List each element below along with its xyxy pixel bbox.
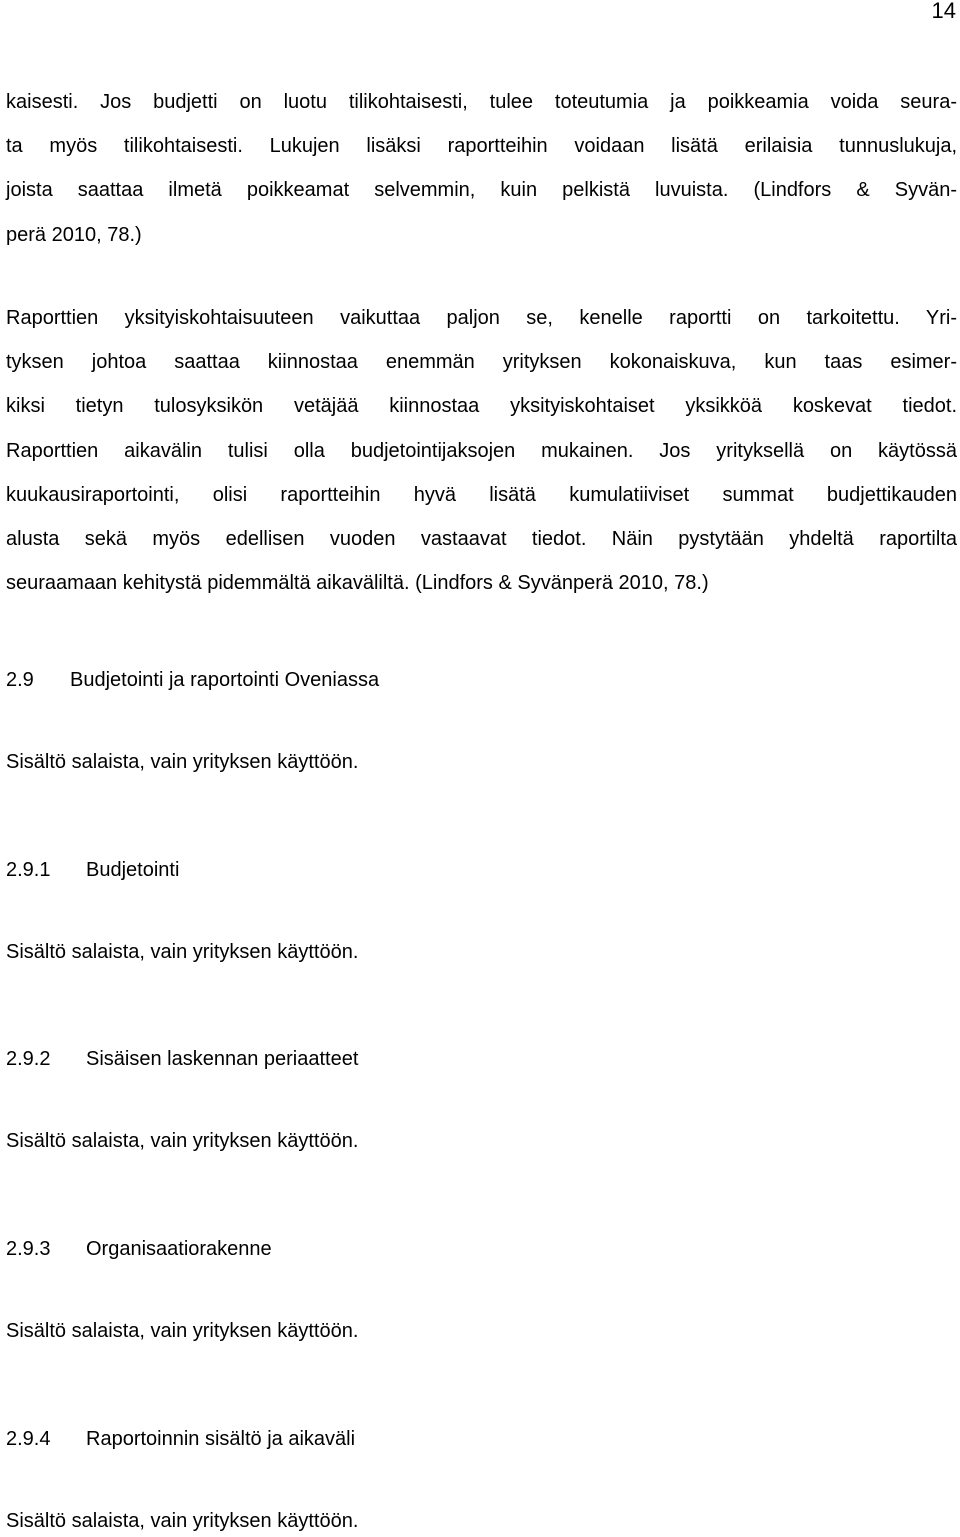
- section-number: 2.9: [6, 669, 34, 691]
- text-line: tyksen johtoa saattaa kiinnostaa enemmän yrityksen kokonaiskuva, kun taas esimer-: [6, 351, 957, 374]
- text-line: ta myös tilikohtaisesti. Lukujen lisäksi raportteihin voidaan lisätä erilaisia tunnuslukuja,: [6, 135, 957, 158]
- section-number: 2.9.1: [6, 859, 51, 881]
- text-line: Raporttien aikavälin tulisi olla budjetointijaksojen mukainen. Jos yrityksellä on käytössä: [6, 439, 957, 462]
- section-heading: [6, 1046, 358, 1072]
- text-line: perä 2010, 78.): [6, 223, 142, 246]
- text-line: kuukausiraportointi, olisi raportteihin hyvä lisätä kumulatiiviset summat budjettikauden: [6, 483, 957, 506]
- confidential-note: Sisältö salaista, vain yrityksen käyttöön.: [6, 751, 359, 773]
- text-line: kaisesti. Jos budjetti on luotu tilikohtaisesti, tulee toteutumia ja poikkeamia voida seura-: [6, 91, 957, 113]
- text-line: Raporttien yksityiskohtaisuuteen vaikuttaa paljon se, kenelle raportti on tarkoitettu. Yri-: [6, 307, 957, 329]
- section-number: 2.9.3: [6, 1238, 51, 1260]
- text-line: kiksi tietyn tulosyksikön vetäjää kiinnostaa yksityiskohtaiset yksikköä koskevat tiedot.: [6, 395, 957, 418]
- section-title: Raportoinnin sisältö ja aikaväli: [86, 1428, 356, 1450]
- section-number: 2.9.2: [6, 1048, 51, 1070]
- body-paragraph: [6, 80, 957, 257]
- text-line: joista saattaa ilmetä poikkeamat selvemmin, kuin pelkistä luvuista. (Lindfors & Syvän-: [6, 179, 957, 202]
- section-title: Sisäisen laskennan periaatteet: [86, 1048, 359, 1070]
- body-paragraph: [6, 296, 957, 605]
- section-heading: [6, 667, 379, 693]
- section-heading: [6, 1236, 272, 1262]
- section-title: Budjetointi ja raportointi Oveniassa: [70, 669, 380, 691]
- section-heading: [6, 857, 179, 883]
- confidential-note: Sisältö salaista, vain yrityksen käyttöön.: [6, 941, 359, 963]
- section-title: Budjetointi: [86, 859, 180, 881]
- section-number: 2.9.4: [6, 1428, 51, 1450]
- text-line: seuraamaan kehitystä pidemmältä aikaväliltä. (Lindfors & Syvänperä 2010, 78.): [6, 572, 709, 595]
- section-title: Organisaatiorakenne: [86, 1238, 272, 1260]
- text-line: alusta sekä myös edellisen vuoden vastaavat tiedot. Näin pystytään yhdeltä raportilta: [6, 528, 957, 551]
- confidential-note: Sisältö salaista, vain yrityksen käyttöön.: [6, 1130, 359, 1152]
- page-number: 14: [931, 0, 956, 23]
- confidential-note: Sisältö salaista, vain yrityksen käyttöön.: [6, 1510, 359, 1532]
- section-heading: [6, 1426, 355, 1452]
- confidential-note: Sisältö salaista, vain yrityksen käyttöön.: [6, 1320, 359, 1342]
